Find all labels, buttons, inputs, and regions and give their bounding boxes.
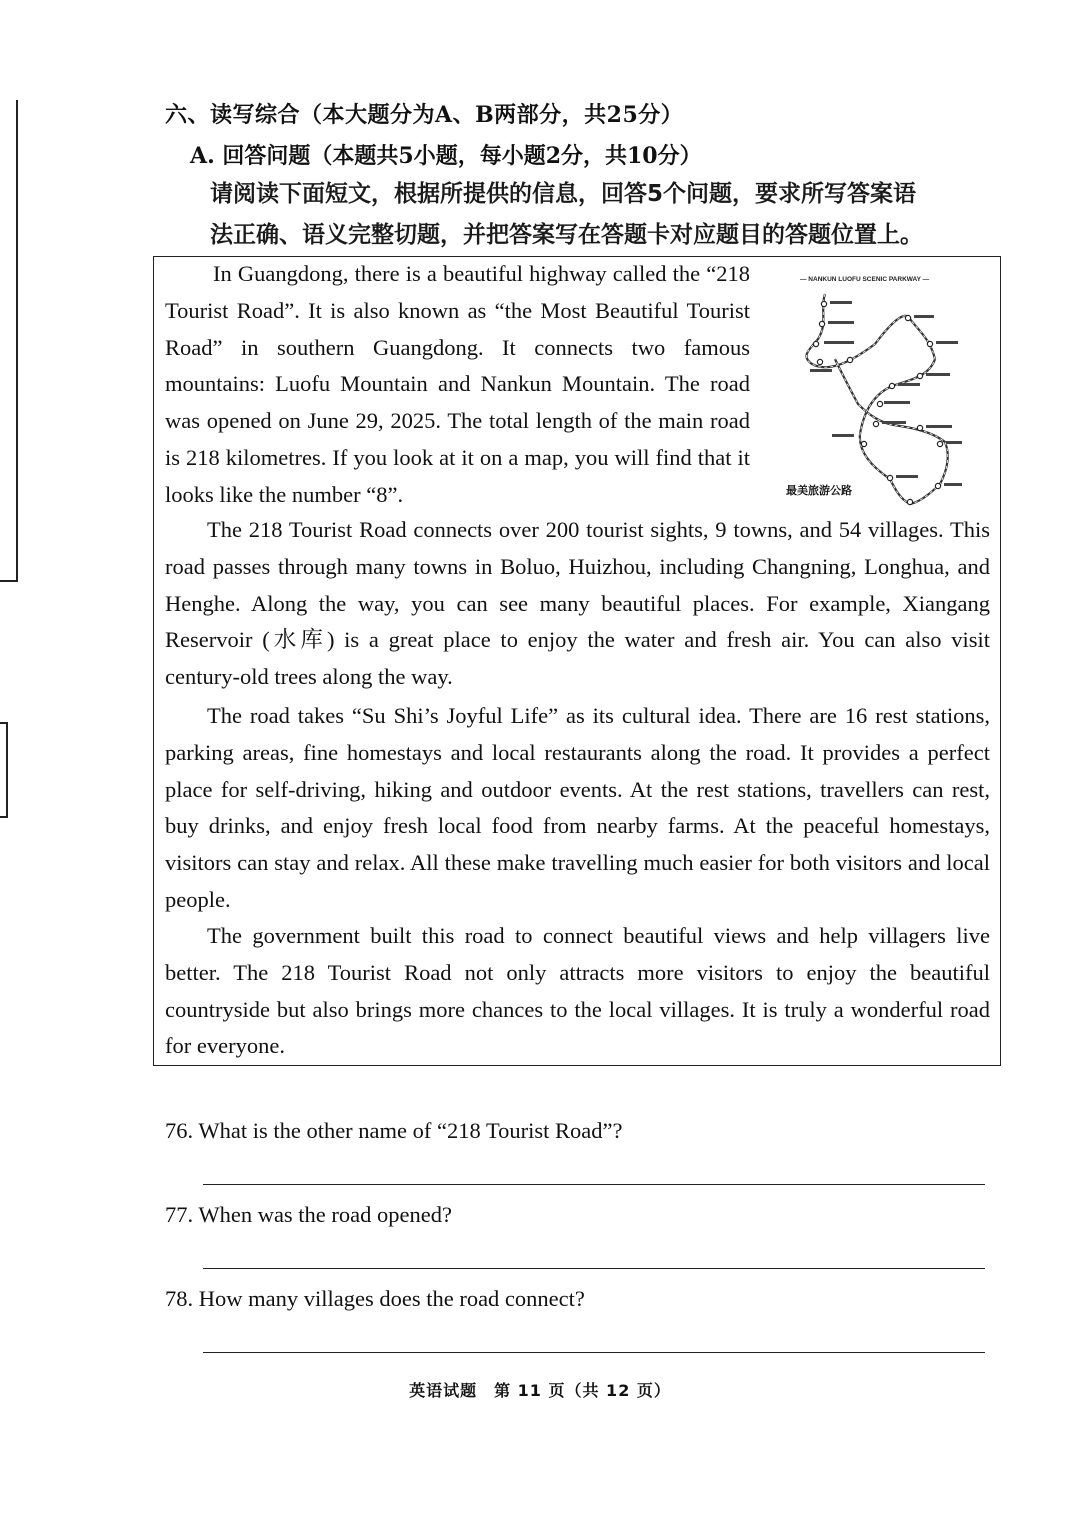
map-station [917, 425, 922, 430]
page-footer: 英语试题 第 11 页（共 12 页） [409, 1381, 671, 1400]
answer-line-78[interactable] [203, 1352, 985, 1353]
map-station [889, 383, 894, 388]
passage-paragraph-4: The government built this road to connect beautiful views and help villagers live better. The 218 Tourist Road not only attracts more visitors to enjoy the beautiful countryside but also brings more chances to the local villages. It is truly a wonderful road for everyone. [165, 923, 990, 1059]
section-title: 六、读写综合（本大题分为A、B两部分，共25分） [165, 102, 684, 128]
map-station [935, 483, 940, 488]
question-text: When was the road opened? [198, 1202, 452, 1227]
map-caption: 最美旅游公路 [786, 484, 852, 497]
map-station [813, 341, 818, 346]
instruction-line-2: 法正确、语义完整切题，并把答案写在答题卡对应题目的答题位置上。 [210, 222, 923, 248]
map-station [817, 359, 822, 364]
map-station [927, 341, 932, 346]
map-route-line [806, 294, 947, 504]
question-number: 77. [165, 1202, 194, 1227]
map-station [873, 421, 878, 426]
map-station [887, 475, 892, 480]
map-station [861, 441, 866, 446]
question-number: 78. [165, 1286, 194, 1311]
question-76 [165, 1118, 622, 1144]
instruction-line-1: 请阅读下面短文，根据所提供的信息，回答5个问题，要求所写答案语 [210, 181, 917, 207]
question-text: How many villages does the road connect? [198, 1286, 585, 1311]
route-map-figure [780, 264, 965, 522]
route-map [780, 264, 965, 522]
map-station [819, 321, 824, 326]
passage-paragraph-1: In Guangdong, there is a beautiful highway called the “218 Tourist Road”. It is also known as “the Most Beautiful Tourist Road” in southern Guangdong. It connects two famous mountains: Luofu Mountain and Nankun Mountain. The road was opened on June 29, 2025. The total length of the main road is 218 kilometres. If you look at it on a map, you will find that it looks like the number “8”. [165, 261, 750, 507]
map-station [877, 401, 882, 406]
answer-line-76[interactable] [203, 1184, 985, 1185]
question-text: What is the other name of “218 Tourist Road”? [198, 1118, 623, 1143]
passage-paragraph-2: The 218 Tourist Road connects over 200 tourist sights, 9 towns, and 54 villages. This road passes through many towns in Boluo, Huizhou, including Changning, Longhua, and Henghe. Along the way, you can see many beautiful places. For example, Xiangang Reservoir (水库) is a great place to enjoy the water and fresh air. You can also visit century-old trees along the way. [165, 517, 990, 690]
map-station [847, 357, 852, 362]
answer-line-77[interactable] [203, 1268, 985, 1269]
question-77 [165, 1202, 452, 1228]
map-station [907, 499, 912, 504]
left-edge-line-mid-cap-top [0, 722, 8, 724]
question-78 [165, 1286, 585, 1312]
passage-paragraph-3: The road takes “Su Shi’s Joyful Life” as its cultural idea. There are 16 rest stations, parking areas, fine homestays and local restaurants along the road. It provides a perfect place for self-driving, hiking and outdoor events. At the rest stations, travellers can rest, buy drinks, and enjoy fresh local food from nearby farms. At the peaceful homestays, visitors can stay and relax. All these make travelling much easier for both visitors and local people. [165, 703, 990, 912]
question-number: 76. [165, 1118, 194, 1143]
map-station [937, 441, 942, 446]
map-route-line-inner [806, 294, 947, 504]
left-edge-line-mid [6, 722, 8, 818]
part-title: A. 回答问题（本题共5小题，每小题2分，共10分） [190, 143, 702, 169]
map-station [821, 301, 826, 306]
left-edge-line-top [16, 100, 18, 582]
map-header: — NANKUN LUOFU SCENIC PARKWAY — [800, 276, 930, 283]
map-station [917, 373, 922, 378]
left-edge-line-mid-cap-bottom [0, 816, 8, 818]
left-edge-line-top-cap [0, 580, 18, 582]
map-station [905, 315, 910, 320]
